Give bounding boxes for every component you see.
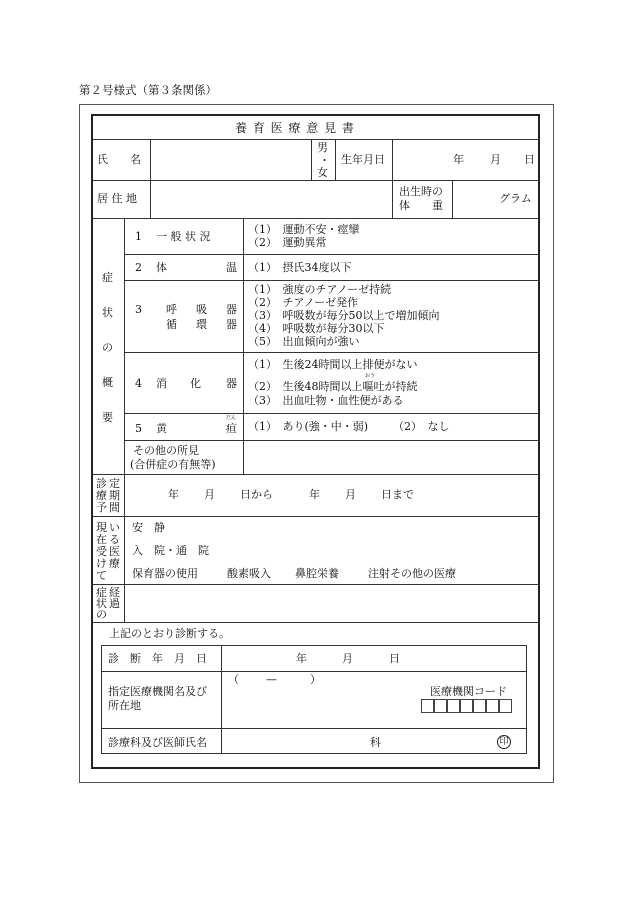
code-box[interactable] [447,699,460,713]
item4-opt2: （2） 生後48時間以上嘔吐が持続 [248,380,418,393]
item3-name2-c: 器 [226,318,237,331]
department-suffix: 科 [370,736,381,749]
form-title: 養 育 医 療 意 見 書 [235,121,355,135]
birth-weight-label-2: 体 重 [399,199,443,212]
seal-mark: 印 [497,735,511,749]
item3-num: 3 [135,303,142,316]
code-box[interactable] [499,699,512,713]
item4-opt1: （1） 生後24時間以上排便がない [248,358,418,371]
item5-ruby: だん [226,415,237,421]
item3-name1-b: 吸 [196,303,207,316]
item5-name-left: 黄 [156,422,167,435]
diagnosis-month: 月 [342,652,353,665]
other-findings-2: (合併症の有無等) [130,458,216,471]
sex-male[interactable]: 男 [317,141,328,154]
item3-opt3: （3） 呼吸数が毎分50以上で増加傾向 [248,309,440,322]
form-caption: 第２号様式（第３条関係） [79,83,217,97]
period-to-year: 年 [309,488,320,501]
period-label-4: 定 [109,477,120,490]
symptoms-label-4: 概 [102,376,113,389]
item1-num: 1 [135,230,142,243]
item2-name-right: 温 [226,261,237,274]
birth-weight-unit: グラム [499,192,532,205]
treatment-injection-other[interactable]: 注射その他の医療 [368,567,456,580]
treatment-label-4: け [96,557,107,570]
other-findings-1: その他の所見 [133,444,199,457]
diagnosis-day: 日 [389,652,400,665]
phone-open-paren: （ [228,673,239,686]
item4-name-c: 器 [226,377,237,390]
period-to-day: 日まで [381,488,414,501]
item5-opt1: （1） あり(強・中・弱) [248,420,369,433]
item4-name-a: 消 [156,377,167,390]
item4-ruby: おう [365,373,376,379]
code-box[interactable] [421,699,434,713]
name-label: 氏 名 [97,153,141,166]
dob-year-unit: 年 [453,153,464,166]
symptoms-label-3: の [102,341,113,354]
institution-code-label: 医療機関コード [430,685,507,698]
item3-name2-a: 循 [166,318,177,331]
dob-label: 生年月日 [341,153,385,166]
period-from-month: 月 [204,488,215,501]
item2-num: 2 [135,261,142,274]
birth-weight-label-1: 出生時の [399,185,443,198]
item5-name-right: 疸 [226,422,237,435]
institution-label-2: 所在地 [108,699,141,712]
item4-num: 4 [135,377,142,390]
item3-opt2: （2） チアノーゼ発作 [248,296,359,309]
code-box[interactable] [460,699,473,713]
diagnosis-date-label: 診 断 年 月 日 [108,652,207,665]
item3-opt4: （4） 呼吸数が毎分30以下 [248,322,385,335]
item3-name1-a: 呼 [166,303,177,316]
item5-opt2: （2） なし [393,420,450,433]
symptoms-label-5: 要 [102,411,113,424]
item1-name: 一 般 状 況 [156,230,211,243]
code-box[interactable] [473,699,486,713]
treatment-label-5: て [96,569,107,582]
sex-female[interactable]: 女 [317,166,328,179]
treatment-incubator[interactable]: 保育器の使用 [132,567,198,580]
sex-separator: ・ [319,154,330,167]
symptoms-label-2: 状 [102,306,113,319]
doctor-label: 診療科及び医師氏名 [108,736,207,749]
diagnosis-year: 年 [296,652,307,665]
item1-opt2: （2） 運動異常 [248,236,327,249]
code-box[interactable] [486,699,499,713]
course-label-5: 過 [109,597,120,610]
item2-opt1: （1） 摂氏34度以下 [248,261,352,274]
treatment-hospital[interactable]: 入 院・通 院 [132,544,209,557]
dob-month-unit: 月 [490,153,501,166]
item2-name-left: 体 [156,261,167,274]
period-label-1: 診 [96,477,107,490]
phone-close-paren: ） [310,673,321,686]
treatment-label-1: 現 [96,521,107,534]
code-box[interactable] [434,699,447,713]
period-label-5: 期 [109,489,120,502]
course-label-3: の [96,608,107,621]
diagnosis-statement: 上記のとおり診断する。 [109,627,230,640]
treatment-label-3: 受 [96,545,107,558]
period-label-3: 予 [96,501,107,514]
item5-num: 5 [135,422,142,435]
period-label-6: 間 [109,501,120,514]
treatment-label-7: る [109,533,120,546]
item3-name1-c: 器 [226,303,237,316]
address-label: 居 住 地 [97,192,137,205]
item1-opt1: （1） 運動不安・痙攣 [248,223,360,236]
treatment-label-6: い [109,521,120,534]
dob-day-unit: 日 [524,153,535,166]
course-label-4: 経 [109,586,120,599]
treatment-label-9: 療 [109,557,120,570]
course-label-2: 状 [96,597,107,610]
treatment-nasal-feeding[interactable]: 鼻腔栄養 [295,567,339,580]
period-from-day: 日から [240,488,273,501]
item4-name-b: 化 [190,377,201,390]
item3-name2-b: 環 [196,318,207,331]
treatment-label-8: 医 [109,545,120,558]
item3-opt5: （5） 出血傾向が強い [248,335,360,348]
treatment-oxygen[interactable]: 酸素吸入 [227,567,271,580]
symptoms-label-1: 症 [102,271,113,284]
period-to-month: 月 [345,488,356,501]
period-from-year: 年 [168,488,179,501]
item4-opt3: （3） 出血吐物・血性便がある [248,394,404,407]
period-label-2: 療 [96,489,107,502]
phone-dash: — [266,673,277,686]
item3-opt1: （1） 強度のチアノーゼ持続 [248,283,392,296]
institution-label-1: 指定医療機関名及び [108,685,207,698]
treatment-rest[interactable]: 安 静 [132,521,165,534]
treatment-label-2: 在 [96,533,107,546]
course-label-1: 症 [96,586,107,599]
